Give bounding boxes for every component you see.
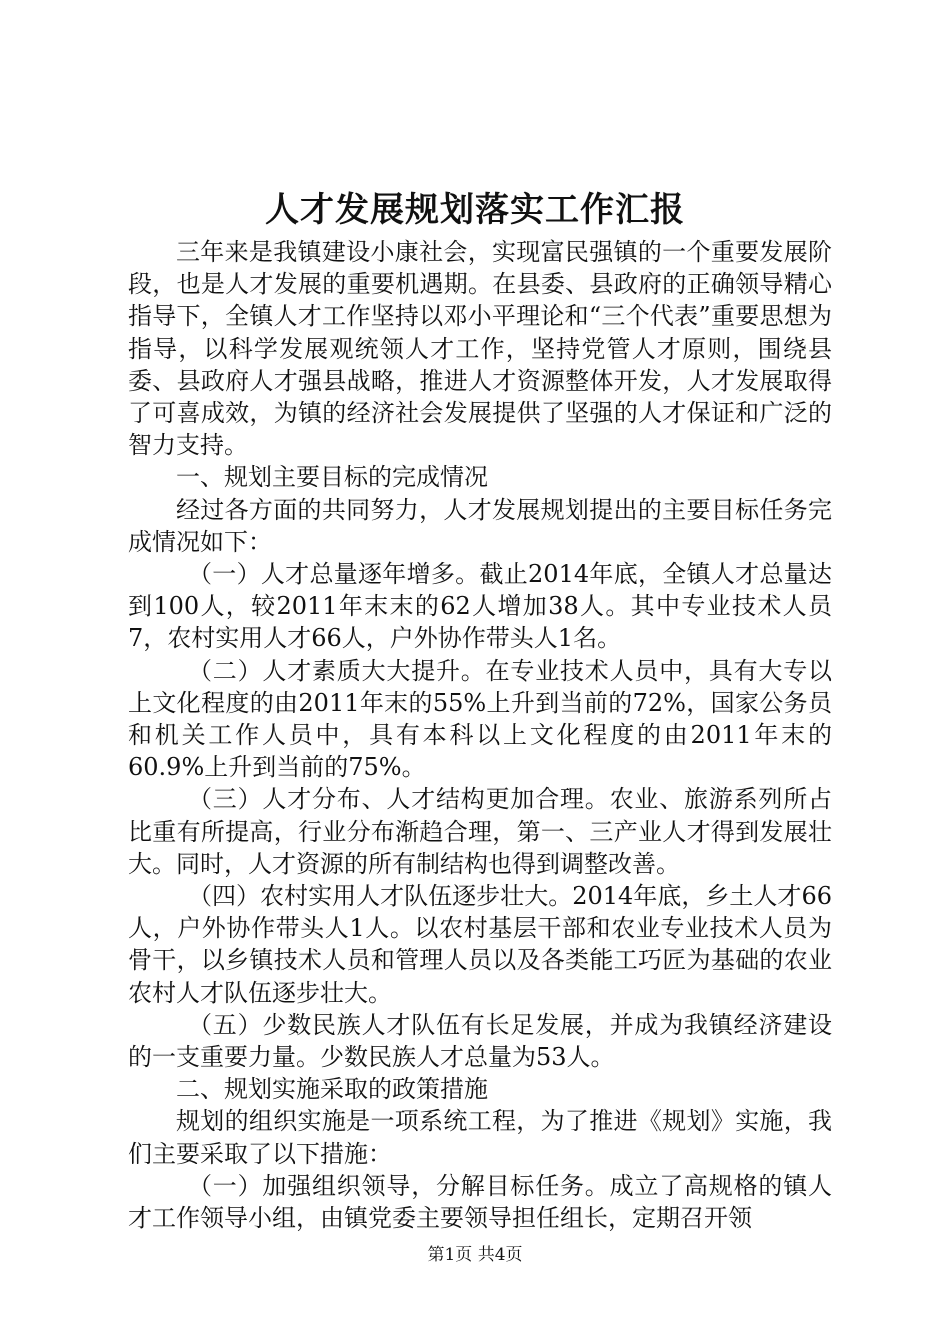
paragraph-item-1: （一）人才总量逐年增多。截止2014年底，全镇人才总量达到100人，较2011年末末的62人增加38人。其中专业技术人员7，农村实用人才66人，户外协作带头人1名。 [128,560,832,653]
paragraph-measures-intro: 规划的组织实施是一项系统工程，为了推进《规划》实施，我们主要采取了以下措施： [128,1107,832,1168]
paragraph-intro: 三年来是我镇建设小康社会，实现富民强镇的一个重要发展阶段，也是人才发展的重要机遇期。在县委、县政府的正确领导精心指导下，全镇人才工作坚持以邓小平理论和“三个代表”重要思想为指导，以科学发展观统领人才工作，坚持党管人才原则，围绕县委、县政府人才强县战略，推进人才资源整体开发，人才发展取得了可喜成效，为镇的经济社会发展提供了坚强的人才保证和广泛的智力支持。 [128,238,832,460]
paragraph-summary: 经过各方面的共同努力，人才发展规划提出的主要目标任务完成情况如下： [128,495,832,556]
paragraph-item-5: （五）少数民族人才队伍有长足发展，并成为我镇经济建设的一支重要力量。少数民族人才总量为53人。 [128,1010,832,1072]
paragraph-item-4: （四）农村实用人才队伍逐步壮大。2014年底，乡土人才66人，户外协作带头人1人。以农村基层干部和农业专业技术人员为骨干，以乡镇技术人员和管理人员以及各类能工巧匠为基础的农业农村人才队伍逐步壮大。 [128,882,832,1007]
paragraph-item-2: （二）人才素质大大提升。在专业技术人员中，具有大专以上文化程度的由2011年末的55%上升到当前的72%，国家公务员和机关工作人员中，具有本科以上文化程度的由2011年末的60.9%上升到当前的75%。 [128,656,832,782]
page-footer: 第1页 共4页 [427,1245,523,1265]
section-heading-1: 一、规划主要目标的完成情况 [176,463,488,492]
document-body [128,236,832,1234]
document-title: 人才发展规划落实工作汇报 [265,190,685,230]
section-heading-2: 二、规划实施采取的政策措施 [176,1075,488,1104]
paragraph-item-3: （三）人才分布、人才结构更加合理。农业、旅游系列所占比重有所提高，行业分布渐趋合理，第一、三产业人才得到发展壮大。同时，人才资源的所有制结构也得到调整改善。 [128,785,832,878]
paragraph-measure-1: （一）加强组织领导，分解目标任务。成立了高规格的镇人才工作领导小组，由镇党委主要领导担任组长，定期召开领 [128,1171,832,1233]
